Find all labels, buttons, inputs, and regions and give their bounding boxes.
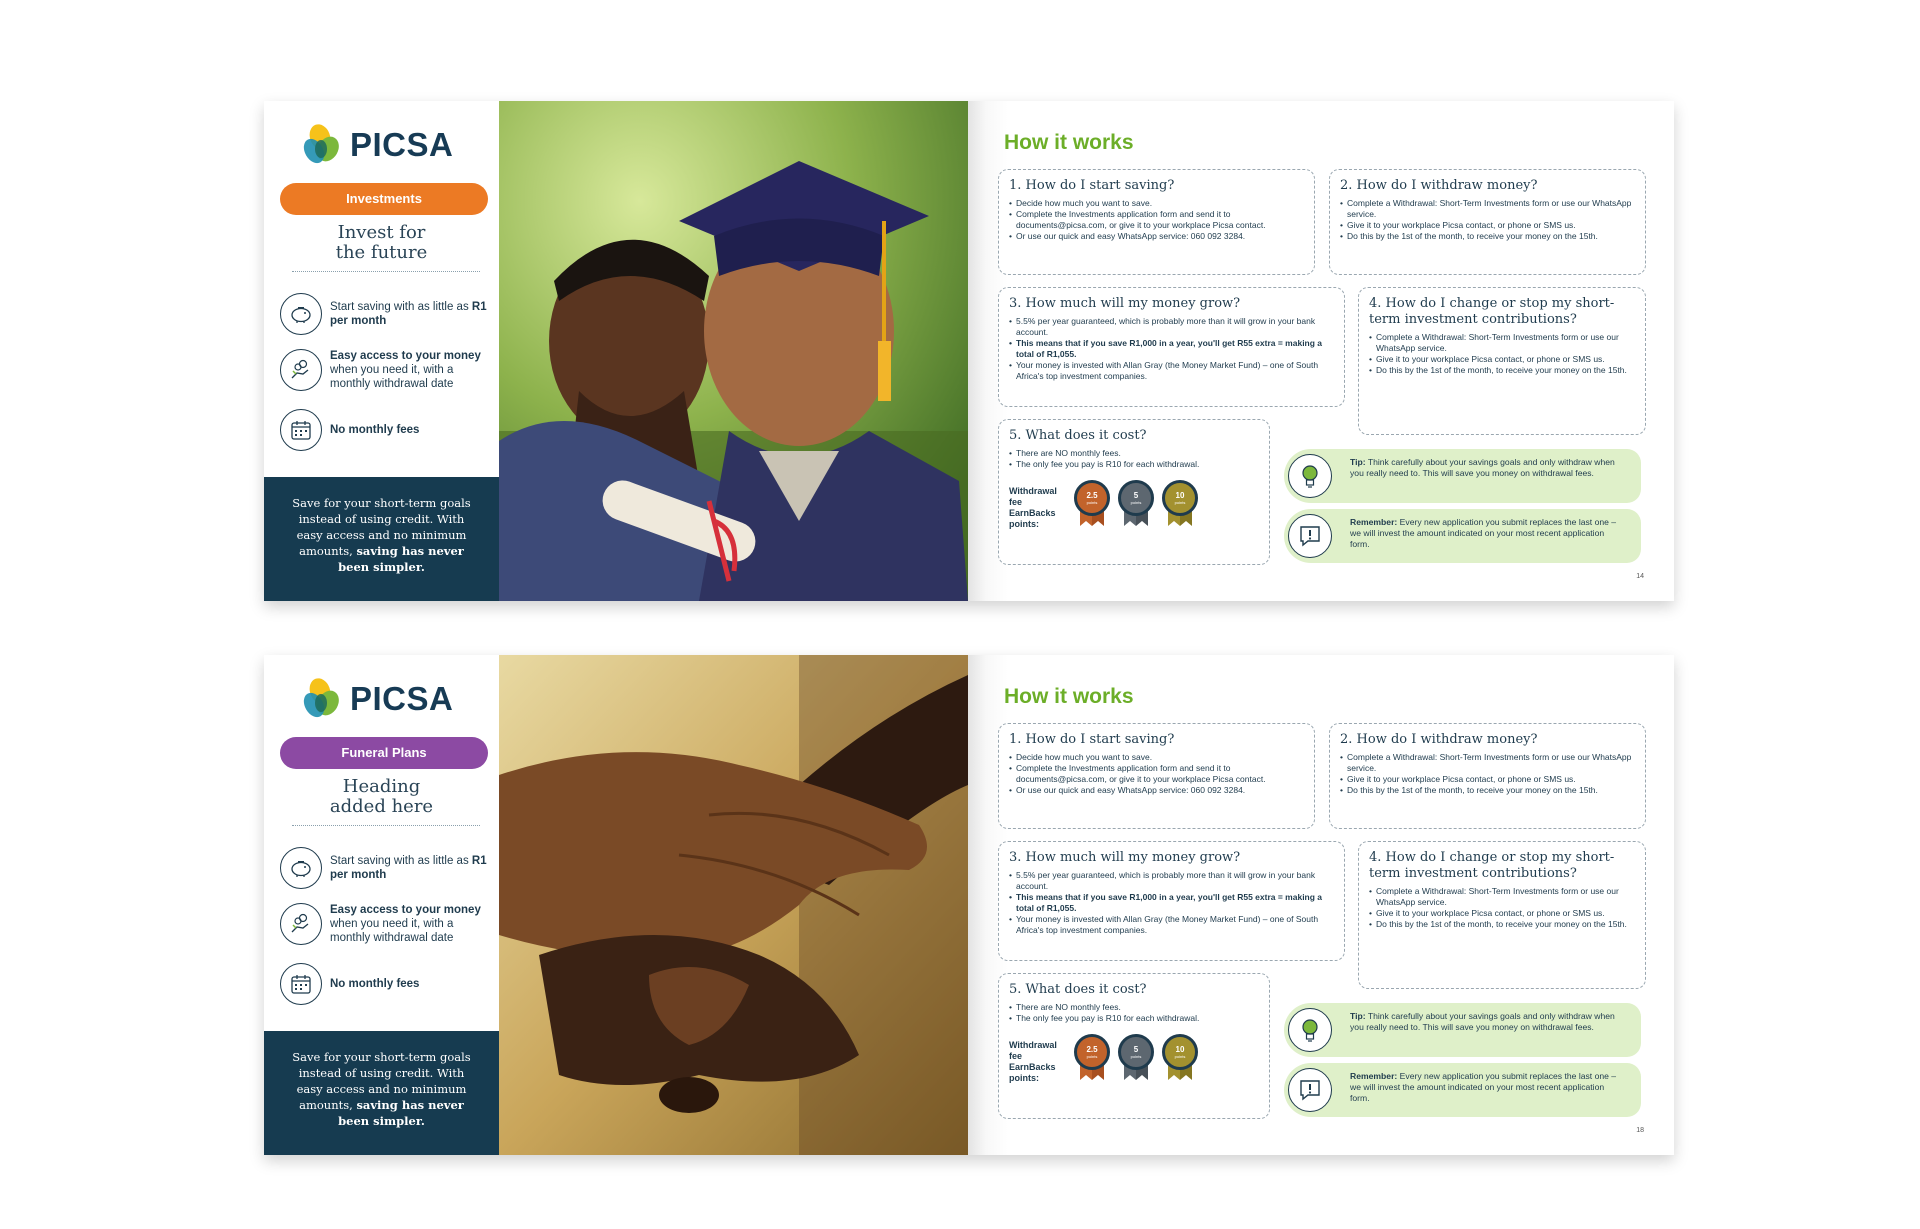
- sidebar: [264, 655, 499, 1155]
- faq-item: • Complete a Withdrawal: Short-Term Investments form or use our WhatsApp service.: [1369, 332, 1635, 354]
- feature-text: Easy access to your money when you need it, with a monthly withdrawal date: [330, 350, 481, 390]
- badge-unit: points: [1130, 1053, 1142, 1059]
- calendar-icon: [280, 409, 322, 451]
- right-page: [968, 101, 1674, 601]
- faq-title: 3. How much will my money grow?: [1009, 850, 1241, 865]
- tagline-line-1: Invest for: [337, 222, 426, 243]
- faq-title: 3. How much will my money grow?: [1009, 296, 1241, 311]
- piggy-bank-icon: [280, 293, 322, 335]
- faq-item: • Do this by the 1st of the month, to receive your money on the 15th.: [1340, 785, 1635, 796]
- tagline: [274, 777, 489, 817]
- feature-item: [280, 407, 495, 453]
- faq-item: • Or use our quick and easy WhatsApp service: 060 092 3284.: [1009, 785, 1304, 796]
- badge-unit: points: [1174, 1053, 1186, 1059]
- faq-item: • 5.5% per year guaranteed, which is probably more than it will grow in your bank account.: [1009, 870, 1334, 892]
- faq-item: • Give it to your workplace Picsa contact, or phone or SMS us.: [1369, 908, 1635, 919]
- earnbacks-badge: [1071, 480, 1113, 530]
- brochure-spread-funeral-plans: [264, 655, 1674, 1155]
- faq-title: 5. What does it cost?: [1009, 982, 1147, 997]
- piggy-bank-icon: [280, 847, 322, 889]
- faq-withdraw: [1329, 169, 1646, 275]
- badge-label: Withdrawal fee EarnBacks points:: [1009, 486, 1057, 529]
- picsa-logo: [302, 675, 453, 723]
- hand-coins-icon: [280, 903, 322, 945]
- badge-value: 5: [1133, 1044, 1139, 1054]
- faq-item: • Decide how much you want to save.: [1009, 198, 1304, 209]
- feature-text: Start saving with as little as R1 per month: [330, 301, 487, 327]
- faq-title: 2. How do I withdraw money?: [1340, 178, 1538, 193]
- tip-callout: [1284, 1003, 1641, 1057]
- faq-start-saving: [998, 723, 1315, 829]
- badge-unit: points: [1174, 499, 1186, 505]
- how-it-works-heading: How it works: [1004, 131, 1134, 154]
- remember-callout: [1284, 1063, 1641, 1117]
- faq-title: 1. How do I start saving?: [1009, 732, 1175, 747]
- divider: [292, 271, 480, 272]
- faq-item: • Complete the Investments application form and send it to documents@picsa.com, or give it to your workplace Picsa contact.: [1009, 209, 1304, 231]
- tagline-line-1: Heading: [342, 776, 421, 797]
- faq-title: 1. How do I start saving?: [1009, 178, 1175, 193]
- badge-label: Withdrawal fee EarnBacks points:: [1009, 1040, 1057, 1083]
- faq-item: • The only fee you pay is R10 for each withdrawal.: [1009, 459, 1259, 470]
- faq-change-stop: [1358, 841, 1646, 989]
- tip-text: Tip: Think carefully about your savings goals and only withdraw when you really need to. This will save you money on withdrawal fees.: [1350, 457, 1615, 478]
- picsa-logo-mark-icon: [302, 677, 340, 721]
- faq-item: • Complete a Withdrawal: Short-Term Investments form or use our WhatsApp service.: [1369, 886, 1635, 908]
- badge-unit: points: [1086, 499, 1098, 505]
- badge-value: 10: [1175, 1044, 1185, 1054]
- earnbacks-badge: [1071, 1034, 1113, 1084]
- category-pill: Investments: [280, 183, 488, 215]
- graduate-mother-and-son-photo: [499, 101, 968, 601]
- faq-item: • Do this by the 1st of the month, to receive your money on the 15th.: [1369, 919, 1635, 930]
- logo-wordmark: PICSA: [350, 126, 454, 163]
- faq-cost: [998, 973, 1270, 1119]
- earnbacks-badge: [1159, 480, 1201, 530]
- right-page: [968, 655, 1674, 1155]
- badge-unit: points: [1086, 1053, 1098, 1059]
- badge-unit: points: [1130, 499, 1142, 505]
- faq-item: • Do this by the 1st of the month, to receive your money on the 15th.: [1369, 365, 1635, 376]
- exclamation-speech-icon: [1288, 1068, 1332, 1112]
- faq-item: • Do this by the 1st of the month, to receive your money on the 15th.: [1340, 231, 1635, 242]
- summary-text: Save for your short-term goals instead of using credit. With easy access and no minimum amounts, saving has never been simpler.: [292, 1050, 471, 1128]
- feature-text: Easy access to your money when you need it, with a monthly withdrawal date: [330, 904, 481, 944]
- how-it-works-heading: How it works: [1004, 685, 1134, 708]
- divider: [292, 825, 480, 826]
- faq-title: 4. How do I change or stop my short-term investment contributions?: [1369, 850, 1615, 881]
- brochure-spread-investments: [264, 101, 1674, 601]
- faq-item: • There are NO monthly fees.: [1009, 448, 1259, 459]
- faq-money-grow: [998, 841, 1345, 961]
- earnbacks-badge: [1115, 480, 1157, 530]
- category-pill: Funeral Plans: [280, 737, 488, 769]
- feature-item: [280, 291, 495, 337]
- faq-item: • Complete the Investments application form and send it to documents@picsa.com, or give it to your workplace Picsa contact.: [1009, 763, 1304, 785]
- lightbulb-icon: [1288, 1008, 1332, 1052]
- earnbacks-badge: [1115, 1034, 1157, 1084]
- remember-text: Remember: Every new application you submit replaces the last one – we will invest the amount indicated on your most recent application form.: [1350, 517, 1617, 549]
- badge-value: 2.5: [1086, 1044, 1098, 1054]
- faq-money-grow: [998, 287, 1345, 407]
- tagline-line-2: added here: [329, 796, 434, 817]
- feature-text: Start saving with as little as R1 per month: [330, 855, 487, 881]
- tip-callout: [1284, 449, 1641, 503]
- picsa-logo-mark-icon: [302, 123, 340, 167]
- faq-item: • The only fee you pay is R10 for each withdrawal.: [1009, 1013, 1259, 1024]
- feature-text: No monthly fees: [330, 978, 420, 990]
- summary-panel: [264, 477, 499, 601]
- earnbacks-badges: [1009, 480, 1259, 530]
- faq-item: • There are NO monthly fees.: [1009, 1002, 1259, 1013]
- faq-item: • Give it to your workplace Picsa contact, or phone or SMS us.: [1340, 774, 1635, 785]
- faq-cost: [998, 419, 1270, 565]
- clasped-hands-photo: [499, 655, 968, 1155]
- badge-value: 10: [1175, 490, 1185, 500]
- feature-item: [280, 845, 495, 891]
- sidebar: [264, 101, 499, 601]
- exclamation-speech-icon: [1288, 514, 1332, 558]
- tagline-line-2: the future: [335, 242, 428, 263]
- feature-item: [280, 901, 495, 947]
- left-page: [264, 101, 968, 601]
- faq-item: • Give it to your workplace Picsa contact, or phone or SMS us.: [1340, 220, 1635, 231]
- faq-item: • Or use our quick and easy WhatsApp service: 060 092 3284.: [1009, 231, 1304, 242]
- logo-wordmark: PICSA: [350, 680, 454, 717]
- page-number: 18: [1636, 1127, 1644, 1134]
- faq-item: • Decide how much you want to save.: [1009, 752, 1304, 763]
- picsa-logo: [302, 121, 453, 169]
- remember-callout: [1284, 509, 1641, 563]
- badge-value: 2.5: [1086, 490, 1098, 500]
- calendar-icon: [280, 963, 322, 1005]
- faq-item: • 5.5% per year guaranteed, which is probably more than it will grow in your bank account.: [1009, 316, 1334, 338]
- feature-item: [280, 961, 495, 1007]
- summary-panel: [264, 1031, 499, 1155]
- hand-coins-icon: [280, 349, 322, 391]
- feature-text: No monthly fees: [330, 424, 420, 436]
- feature-item: [280, 347, 495, 393]
- page-number: 14: [1636, 573, 1644, 580]
- summary-text: Save for your short-term goals instead of using credit. With easy access and no minimum amounts, saving has never been simpler.: [292, 496, 471, 574]
- earnbacks-badges: [1009, 1034, 1259, 1084]
- left-page: [264, 655, 968, 1155]
- faq-item: • Your money is invested with Allan Gray (the Money Market Fund) – one of South Africa's top investment companies.: [1009, 360, 1334, 382]
- faq-item: • Your money is invested with Allan Gray (the Money Market Fund) – one of South Africa's top investment companies.: [1009, 914, 1334, 936]
- faq-title: 5. What does it cost?: [1009, 428, 1147, 443]
- faq-title: 4. How do I change or stop my short-term investment contributions?: [1369, 296, 1615, 327]
- remember-text: Remember: Every new application you submit replaces the last one – we will invest the amount indicated on your most recent application form.: [1350, 1071, 1617, 1103]
- faq-item: • Complete a Withdrawal: Short-Term Investments form or use our WhatsApp service.: [1340, 198, 1635, 220]
- faq-start-saving: [998, 169, 1315, 275]
- faq-change-stop: [1358, 287, 1646, 435]
- tagline: [274, 223, 489, 263]
- faq-title: 2. How do I withdraw money?: [1340, 732, 1538, 747]
- faq-item: • This means that if you save R1,000 in a year, you'll get R55 extra = making a total of R1,055.: [1009, 892, 1334, 914]
- earnbacks-badge: [1159, 1034, 1201, 1084]
- lightbulb-icon: [1288, 454, 1332, 498]
- faq-item: • Give it to your workplace Picsa contact, or phone or SMS us.: [1369, 354, 1635, 365]
- faq-item: • Complete a Withdrawal: Short-Term Investments form or use our WhatsApp service.: [1340, 752, 1635, 774]
- tip-text: Tip: Think carefully about your savings goals and only withdraw when you really need to. This will save you money on withdrawal fees.: [1350, 1011, 1615, 1032]
- faq-withdraw: [1329, 723, 1646, 829]
- badge-value: 5: [1133, 490, 1139, 500]
- faq-item: • This means that if you save R1,000 in a year, you'll get R55 extra = making a total of R1,055.: [1009, 338, 1334, 360]
